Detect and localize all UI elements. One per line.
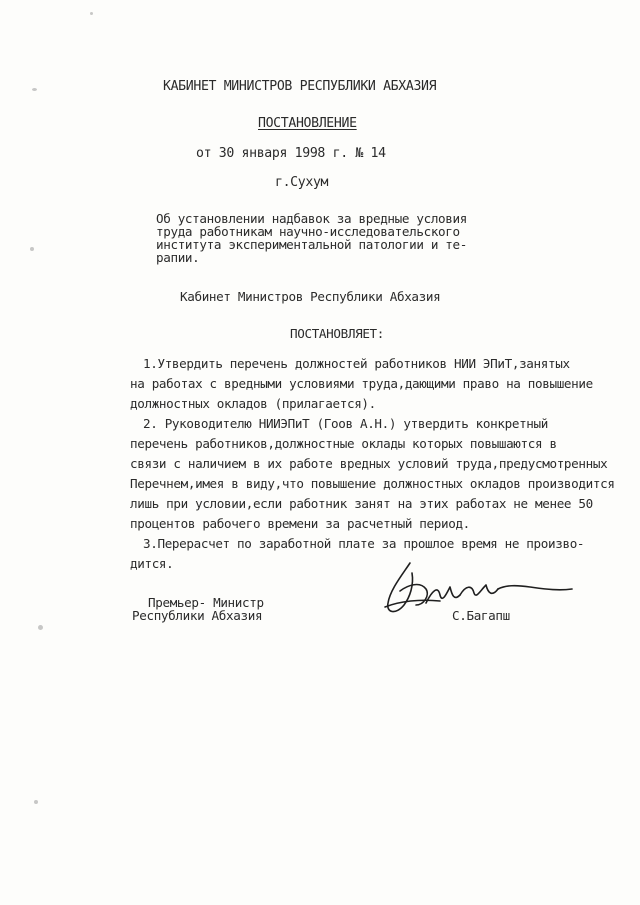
clause-line: лишь при условии,если работник занят на этих работах не менее 50	[130, 496, 593, 511]
subject-line: Об установлении надбавок за вредные условия	[156, 211, 467, 226]
scan-speck	[38, 625, 43, 630]
clause-line: 1.Утвердить перечень должностей работников НИИ ЭПиТ,занятых	[143, 356, 570, 371]
signatory-title-line1: Премьер- Министр	[148, 595, 264, 610]
subject-line: института экспериментальной патологии и те-	[156, 237, 467, 252]
decree-word: ПОСТАНОВЛЯЕТ:	[290, 326, 385, 341]
clause-line: Перечнем,имея в виду,что повышение должностных окладов производится	[130, 476, 615, 491]
subject-line: рапии.	[156, 250, 200, 265]
clause-line: 2. Руководителю НИИЭПиТ (Гоов А.Н.) утвердить конкретный	[143, 416, 548, 431]
doc-type-title: ПОСТАНОВЛЕНИЕ	[258, 116, 357, 131]
date-line: от 30 января 1998 г. № 14	[196, 146, 386, 161]
clause-line: дится.	[130, 556, 174, 571]
clause-line: на работах с вредными условиями труда,дающими право на повышение	[130, 376, 593, 391]
scan-speck	[30, 247, 34, 251]
scan-speck	[90, 12, 93, 15]
clause-line: перечень работников,должностные оклады которых повышаются в	[130, 436, 557, 451]
preamble: Кабинет Министров Республики Абхазия	[180, 289, 441, 304]
scan-speck	[34, 800, 38, 804]
org-title: КАБИНЕТ МИНИСТРОВ РЕСПУБЛИКИ АБХАЗИЯ	[163, 79, 437, 94]
signatory-title-line2: Республики Абхазия	[132, 608, 263, 623]
scan-speck	[32, 88, 37, 91]
signatory-name: С.Багапш	[452, 608, 510, 623]
clause-line: 3.Перерасчет по заработной плате за прошлое время не произво-	[143, 536, 585, 551]
subject-line: труда работникам научно-исследовательского	[156, 224, 460, 239]
clause-line: процентов рабочего времени за расчетный период.	[130, 516, 470, 531]
city: г.Сухум	[275, 175, 329, 190]
clause-line: связи с наличием в их работе вредных условий труда,предусмотренных	[130, 456, 608, 471]
clause-line: должностных окладов (прилагается).	[130, 396, 376, 411]
